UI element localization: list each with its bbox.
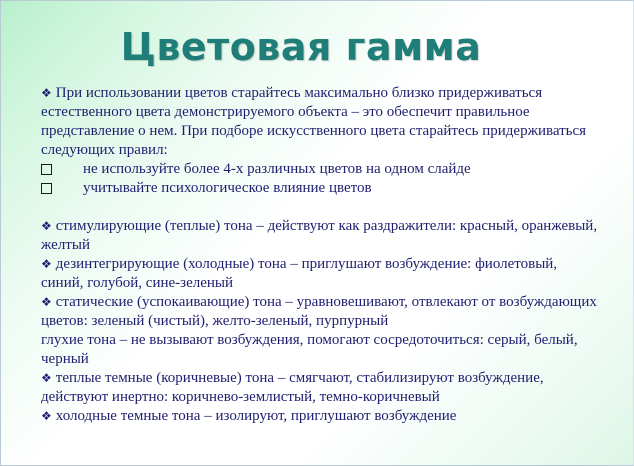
tone-text: статические (успокаивающие) тона – уравновешивают, отвлекают от возбуждающих цветов: зеленый (чистый), желто-зеленый, пурпурный — [41, 294, 597, 329]
intro-paragraph — [41, 84, 601, 160]
tone-item — [41, 369, 601, 407]
slide-body — [41, 84, 601, 426]
tone-item — [41, 293, 601, 331]
slide-title: Цветовая гамма — [120, 25, 482, 69]
diamond-bullet-icon: ❖ — [41, 295, 52, 309]
tone-text: дезинтегрирующие (холодные) тона – приглушают возбуждение: фиолетовый, синий, голубой, сине-зеленый — [41, 256, 558, 291]
tone-text: теплые темные (коричневые) тона – смягчают, стабилизируют возбуждение, действуют инертно: коричнево-землистый, темно-коричневый — [41, 370, 544, 405]
tone-item — [41, 217, 601, 255]
rule-text: не используйте более 4-х различных цветов на одном слайде — [83, 161, 471, 177]
rule-item — [41, 179, 601, 198]
muted-tone-text: глухие тона – не вызывают возбуждения, помогают сосредоточиться: серый, белый, черный — [41, 332, 578, 367]
tone-item — [41, 255, 601, 293]
checkbox-icon — [41, 164, 52, 175]
checkbox-icon — [41, 183, 52, 194]
diamond-bullet-icon: ❖ — [41, 257, 52, 271]
diamond-bullet-icon: ❖ — [41, 219, 52, 233]
tone-text: холодные темные тона – изолируют, приглушают возбуждение — [55, 408, 457, 424]
spacer — [41, 198, 601, 217]
intro-text: При использовании цветов старайтесь максимально близко придерживаться естественного цвета демонстрируемого объекта – это обеспечит правильное представление о нем. При подборе искусственного цвета старайтесь придерживаться следующих правил: — [41, 85, 587, 158]
rule-text: учитывайте психологическое влияние цветов — [83, 180, 372, 196]
diamond-bullet-icon: ❖ — [41, 371, 52, 385]
diamond-bullet-icon: ❖ — [41, 86, 52, 100]
diamond-bullet-icon: ❖ — [41, 409, 52, 423]
tone-text: стимулирующие (теплые) тона – действуют как раздражители: красный, оранжевый, желтый — [41, 218, 598, 253]
tone-item — [41, 407, 601, 426]
rule-item — [41, 160, 601, 179]
